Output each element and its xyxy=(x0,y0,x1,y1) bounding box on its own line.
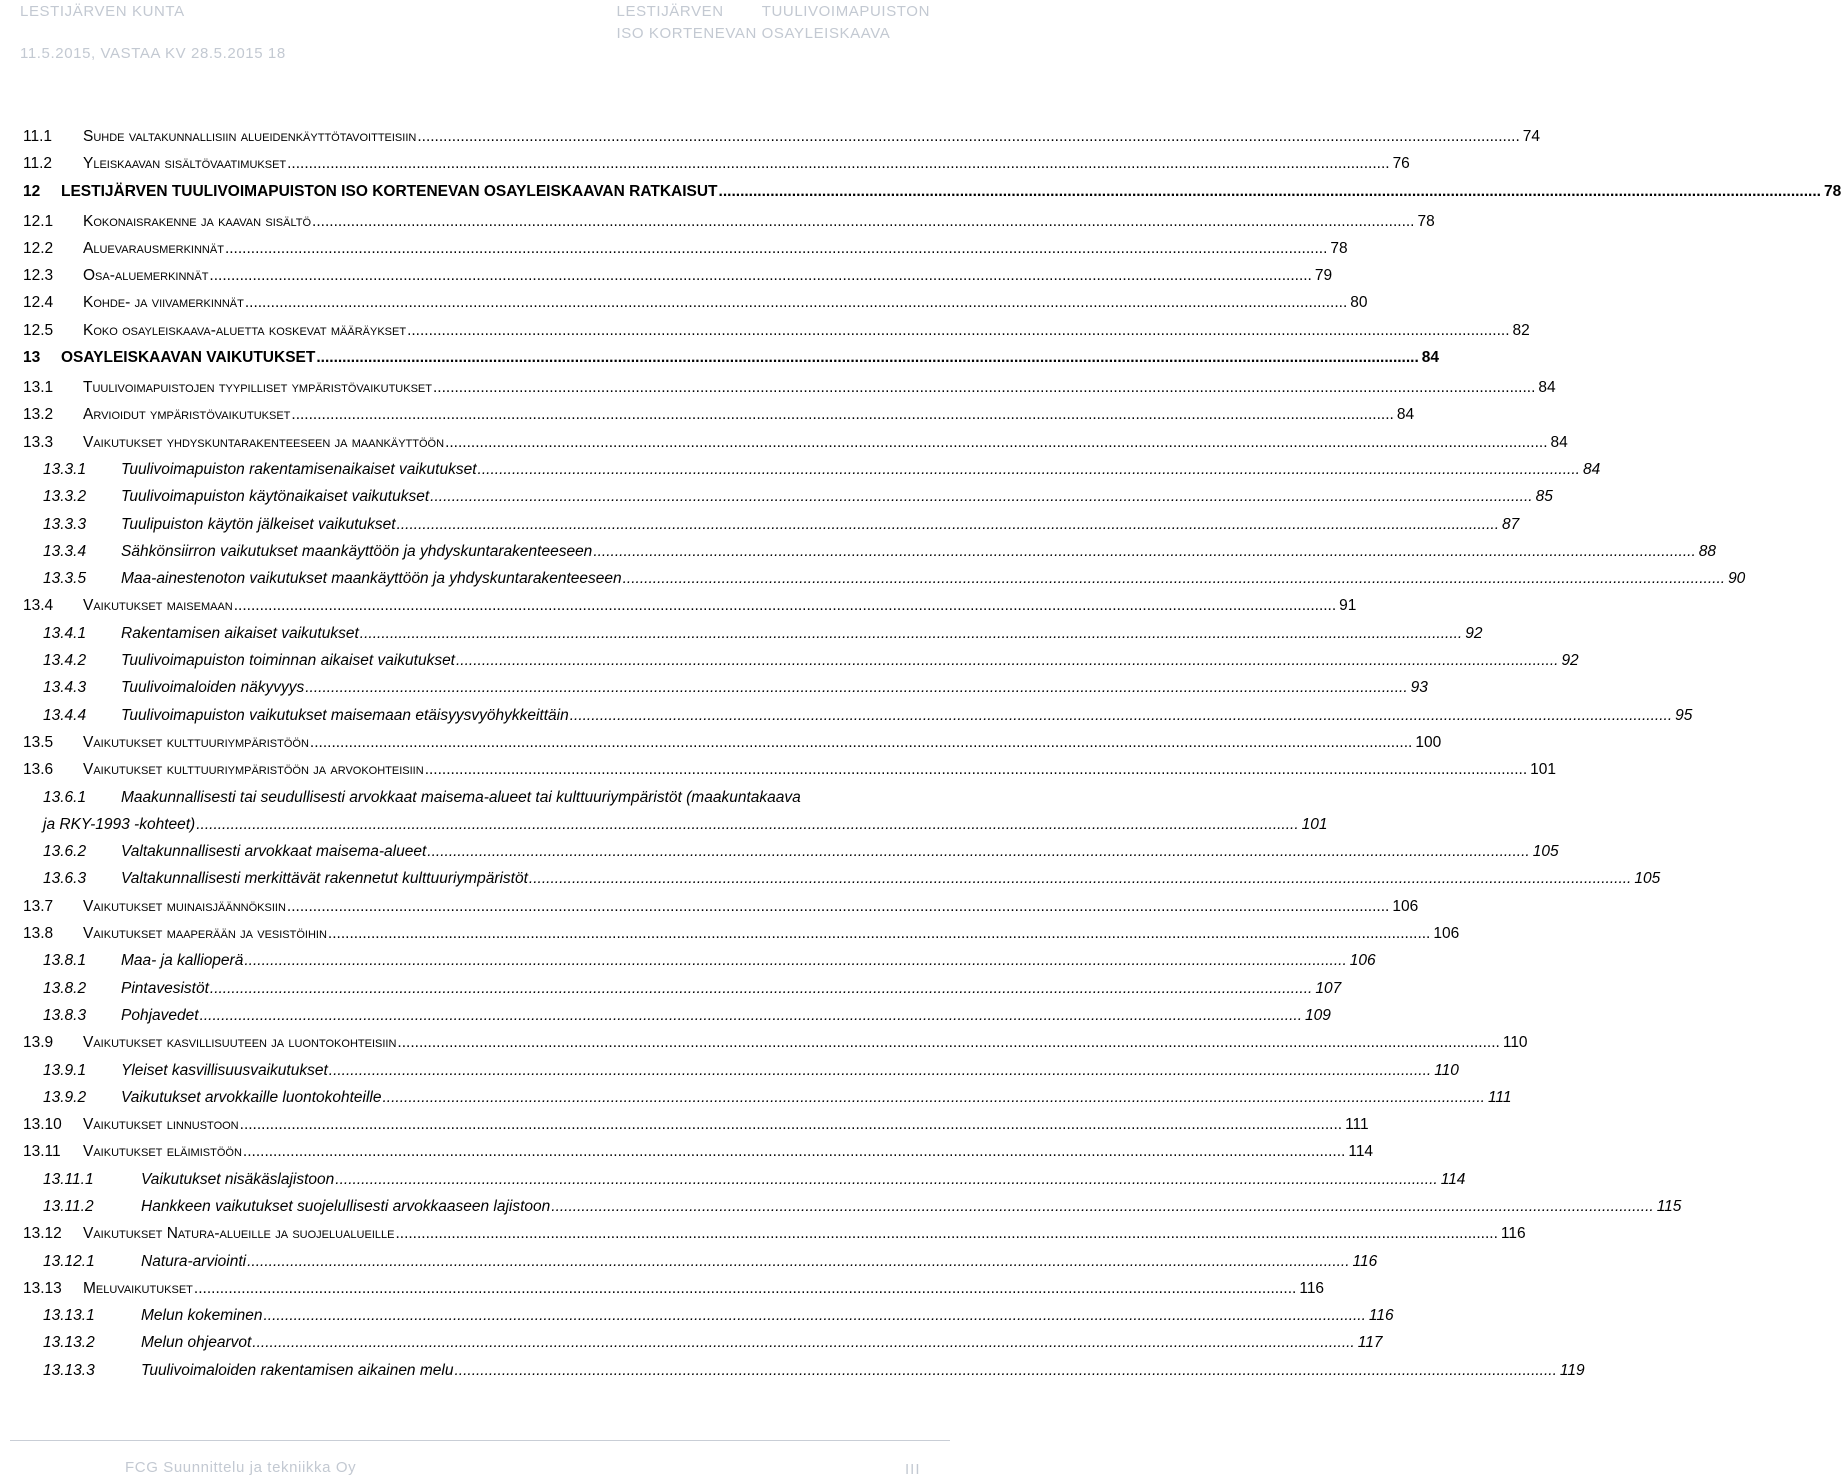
toc-entry[interactable] xyxy=(23,294,1368,321)
toc-entry[interactable] xyxy=(23,1170,1466,1198)
toc-leader-dots xyxy=(433,379,1535,397)
toc-entry-title: Meluvaikutukset xyxy=(83,1279,193,1297)
toc-entry-number: 12.1 xyxy=(23,212,54,230)
toc-entry-page: 101 xyxy=(1530,761,1556,779)
toc-entry[interactable] xyxy=(23,1143,1374,1170)
toc-leader-dots xyxy=(245,294,1347,312)
toc-leader-dots xyxy=(623,570,1725,588)
toc-leader-dots xyxy=(445,434,1547,452)
footer-divider xyxy=(10,1440,950,1441)
toc-entry[interactable] xyxy=(23,925,1460,952)
toc-entry-page: 101 xyxy=(1301,815,1328,833)
toc-entry-title: Tuulivoimaloiden rakentamisen aikainen melu xyxy=(141,1361,454,1379)
toc-entry-page: 109 xyxy=(1305,1006,1331,1024)
toc-entry-number: 13.12.1 xyxy=(43,1252,95,1270)
toc-entry[interactable] xyxy=(23,1225,1526,1252)
toc-entry-number: 13.2 xyxy=(23,406,54,424)
toc-leader-dots xyxy=(209,267,1311,285)
toc-leader-dots xyxy=(305,679,1407,697)
toc-entry[interactable] xyxy=(23,1197,1682,1225)
toc-entry-page: 87 xyxy=(1502,515,1520,533)
toc-entry-number: 13.10 xyxy=(23,1116,62,1134)
toc-leader-dots xyxy=(454,1362,1556,1380)
toc-entry-number: 13.6.1 xyxy=(43,788,87,806)
toc-entry-page: 79 xyxy=(1314,267,1333,285)
toc-entry-page: 111 xyxy=(1487,1088,1512,1106)
toc-leader-dots xyxy=(430,488,1532,506)
toc-entry-title: Vaikutukset muinaisjäännöksiin xyxy=(83,897,286,915)
toc-entry-title: Rakentamisen aikaiset vaikutukset xyxy=(121,624,359,642)
toc-leader-dots xyxy=(397,516,1499,534)
toc-leader-dots xyxy=(593,543,1695,561)
toc-entry[interactable] xyxy=(23,1034,1528,1061)
toc-entry[interactable] xyxy=(23,597,1357,624)
toc-entry-page: 117 xyxy=(1357,1334,1383,1352)
toc-entry-number: 13 xyxy=(23,349,41,367)
header-project-subtitle: ISO KORTENEVAN OSAYLEISKAAVA xyxy=(616,25,891,42)
toc-entry[interactable] xyxy=(23,406,1415,433)
toc-entry[interactable] xyxy=(23,679,1428,706)
toc-entry-page: 91 xyxy=(1339,597,1357,615)
toc-chapter[interactable] xyxy=(23,349,1440,379)
toc-entry-page: 93 xyxy=(1410,679,1428,697)
toc-entry-title: Valtakunnallisesti arvokkaat maisema-alueet xyxy=(121,843,427,861)
toc-entry[interactable] xyxy=(23,460,1601,488)
toc-entry-number: 13.13.2 xyxy=(43,1334,95,1352)
toc-entry-title: Koko osayleiskaava-aluetta koskevat määräykset xyxy=(83,321,407,339)
toc-entry-title: Tuulivoimapuiston käytönaikaiset vaikutukset xyxy=(121,488,430,506)
toc-entry-title: Valtakunnallisesti merkittävät rakennetut kulttuuriympäristöt xyxy=(121,870,528,888)
toc-leader-dots xyxy=(210,980,1312,998)
toc-entry-title: Osa-aluemerkinnät xyxy=(83,267,209,285)
toc-entry[interactable] xyxy=(23,212,1435,240)
toc-leader-dots xyxy=(240,1116,1342,1134)
header-municipality: LESTIJÄRVEN KUNTA xyxy=(20,3,185,20)
toc-entry-number: 13.9.2 xyxy=(43,1088,87,1106)
toc-entry-title: Tuulivoimapuiston vaikutukset maisemaan etäisyysvyöhykkeittäin xyxy=(121,706,569,724)
toc-entry[interactable] xyxy=(23,979,1342,1007)
toc-entry-number: 12.5 xyxy=(23,321,54,339)
toc-entry-page: 80 xyxy=(1350,294,1368,312)
toc-entry-page: 84 xyxy=(1550,433,1568,451)
toc-entry[interactable] xyxy=(23,1307,1394,1334)
toc-leader-dots xyxy=(234,597,1336,615)
toc-entry[interactable] xyxy=(23,515,1520,543)
toc-entry-number: 13.7 xyxy=(23,897,54,915)
toc-entry-continuation[interactable] xyxy=(23,815,1328,843)
header-project xyxy=(617,3,930,47)
toc-entry-number: 13.11.1 xyxy=(43,1170,94,1188)
toc-entry-page: 116 xyxy=(1299,1279,1325,1297)
toc-entry-title: Hankkeen vaikutukset suojelullisesti arvokkaaseen lajistoon xyxy=(141,1197,551,1215)
toc-entry[interactable] xyxy=(23,733,1442,761)
toc-entry-page: 116 xyxy=(1352,1252,1378,1270)
toc-leader-dots xyxy=(360,625,1462,643)
toc-leader-dots xyxy=(456,652,1558,670)
toc-entry-number: 13.3.4 xyxy=(43,542,87,560)
toc-entry-page: 100 xyxy=(1415,733,1442,751)
toc-entry[interactable] xyxy=(23,570,1746,597)
toc-entry-title: Sähkönsiirron vaikutukset maankäyttöön ja yhdyskuntarakenteeseen xyxy=(121,542,593,560)
toc-entry-title: Maa- ja kallioperä xyxy=(121,952,244,970)
toc-entry-number: 13.13.3 xyxy=(43,1361,95,1379)
toc-leader-dots xyxy=(417,128,1519,146)
toc-entry-page: 110 xyxy=(1434,1061,1459,1079)
toc-entry[interactable] xyxy=(23,128,1541,155)
toc-entry-title: Tuulivoimaloiden näkyvyys xyxy=(121,679,305,697)
toc-entry-title: Tuulivoimapuiston toiminnan aikaiset vaikutukset xyxy=(121,652,455,670)
toc-entry-number: 12.2 xyxy=(23,239,54,257)
toc-entry-page: 105 xyxy=(1634,870,1661,888)
toc-entry-page: 78 xyxy=(1417,212,1435,230)
toc-entry-title: Maa-ainestenoton vaikutukset maankäyttöön ja yhdyskuntarakenteeseen xyxy=(121,570,622,588)
toc-entry[interactable] xyxy=(23,652,1579,679)
toc-entry[interactable] xyxy=(23,1279,1325,1307)
toc-leader-dots xyxy=(425,761,1527,779)
toc-entry-number: 13.3.1 xyxy=(43,460,87,478)
toc-entry-number: 13.12 xyxy=(23,1225,62,1243)
toc-leader-dots xyxy=(316,349,1418,367)
toc-entry-number: 13.8.2 xyxy=(43,979,87,997)
toc-entry-page: 84 xyxy=(1421,349,1440,367)
toc-entry-number: 13.4.4 xyxy=(43,706,87,724)
footer-page-number: III xyxy=(905,1461,921,1478)
header-project-part1: LESTIJÄRVEN xyxy=(616,3,724,20)
toc-chapter[interactable] xyxy=(23,182,1841,213)
toc-entry-number: 13.4.1 xyxy=(43,624,87,642)
toc-entry-page: 107 xyxy=(1315,979,1342,997)
toc-entry-page: 92 xyxy=(1465,624,1483,642)
toc-leader-dots xyxy=(312,213,1414,231)
toc-leader-dots xyxy=(551,1198,1653,1216)
toc-entry[interactable] xyxy=(23,488,1553,515)
toc-entry[interactable] xyxy=(23,1361,1585,1389)
toc-entry[interactable] xyxy=(23,1116,1369,1143)
toc-entry-number: 13.8.3 xyxy=(43,1006,87,1024)
toc-entry-number: 13.6.2 xyxy=(43,843,87,861)
toc-leader-dots xyxy=(397,1034,1499,1052)
toc-leader-dots xyxy=(263,1307,1365,1325)
toc-entry[interactable] xyxy=(23,433,1568,461)
toc-leader-dots xyxy=(291,406,1393,424)
toc-entry[interactable] xyxy=(23,267,1333,294)
toc-entry-title: Arvioidut ympäristövaikutukset xyxy=(83,406,291,424)
toc-entry[interactable] xyxy=(23,1252,1378,1280)
toc-entry[interactable] xyxy=(23,761,1556,788)
toc-entry-title: Vaikutukset arvokkaille luontokohteille xyxy=(121,1088,382,1106)
toc-entry-number: 13.13 xyxy=(23,1279,62,1297)
toc-leader-dots xyxy=(335,1171,1437,1189)
toc-entry-page: 114 xyxy=(1440,1170,1466,1188)
toc-leader-dots xyxy=(310,734,1412,752)
toc-entry[interactable] xyxy=(23,1006,1331,1034)
toc-entry-title: Tuulivoimapuiston rakentamisenaikaiset vaikutukset xyxy=(121,460,477,478)
toc-entry-page: 119 xyxy=(1559,1361,1585,1379)
toc-entry-page: 82 xyxy=(1512,321,1530,339)
toc-entry[interactable] xyxy=(23,379,1556,406)
toc-entry-title: Vaikutukset kulttuuriympäristöön ja arvokohteisiin xyxy=(83,761,424,779)
toc-entry[interactable] xyxy=(23,321,1530,349)
toc-entry-title: Melun kokeminen xyxy=(141,1307,263,1325)
toc-entry-number: 12.4 xyxy=(23,294,54,312)
toc-entry-number: 12 xyxy=(23,182,41,200)
toc-entry-page: 106 xyxy=(1433,925,1460,943)
toc-entry-title: Vaikutukset maisemaan xyxy=(83,597,233,615)
toc-entry-number: 13.9.1 xyxy=(43,1061,87,1079)
toc-leader-dots xyxy=(427,843,1529,861)
toc-entry-title: Maakunnallisesti tai seudullisesti arvokkaat maisema-alueet tai kulttuuriympäristöt (maakuntakaava xyxy=(121,788,801,806)
toc-entry[interactable] xyxy=(23,1088,1512,1116)
toc-entry-page: 114 xyxy=(1348,1143,1374,1161)
toc-entry-number: 13.3.3 xyxy=(43,515,87,533)
toc-entry-title: Vaikutukset eläimistöön xyxy=(83,1143,242,1161)
toc-leader-dots xyxy=(247,1253,1349,1271)
toc-entry-number: 11.1 xyxy=(23,128,53,145)
toc-entry-title: Vaikutukset Natura-alueille ja suojelualueille xyxy=(83,1225,395,1243)
toc-entry-number: 13.13.1 xyxy=(43,1307,95,1325)
toc-entry-title: Vaikutukset maaperään ja vesistöihin xyxy=(83,925,327,943)
toc-entry[interactable] xyxy=(23,624,1483,652)
toc-leader-dots xyxy=(243,1143,1345,1161)
toc-entry-number: 13.6.3 xyxy=(43,870,87,888)
toc-entry-title: Yleiskaavan sisältövaatimukset xyxy=(83,155,287,173)
toc-leader-dots xyxy=(194,1280,1296,1298)
toc-entry-title: Yleiset kasvillisuusvaikutukset xyxy=(121,1061,328,1079)
toc-entry-title: Tuulivoimapuistojen tyypilliset ympäristövaikutukset xyxy=(83,379,432,397)
toc-leader-dots xyxy=(570,707,1672,725)
toc-entry-page: 106 xyxy=(1349,952,1376,970)
toc-entry-number: 13.4 xyxy=(23,597,54,615)
toc-entry[interactable] xyxy=(23,706,1693,734)
toc-leader-dots xyxy=(719,183,1821,201)
toc-entry-page: 84 xyxy=(1582,460,1601,478)
toc-leader-dots xyxy=(383,1089,1485,1107)
toc-entry-page: 84 xyxy=(1538,379,1556,397)
toc-entry-page: 74 xyxy=(1522,128,1541,145)
toc-entry-number: 12.3 xyxy=(23,267,54,285)
toc-entry-page: 76 xyxy=(1392,155,1410,173)
toc-leader-dots xyxy=(328,925,1430,943)
toc-entry-page: 105 xyxy=(1532,843,1559,861)
toc-entry-number: 13.1 xyxy=(23,379,54,397)
toc-entry-title: Pintavesistöt xyxy=(121,979,209,997)
toc-entry-number: 13.4.3 xyxy=(43,679,87,697)
toc-entry-title: Aluevarausmerkinnät xyxy=(83,239,224,257)
toc-entry-title: OSAYLEISKAAVAN VAIKUTUKSET xyxy=(61,349,316,367)
toc-entry-number: 13.11 xyxy=(23,1143,61,1161)
toc-entry-title: Natura-arviointi xyxy=(141,1252,247,1270)
toc-entry-page: 95 xyxy=(1675,706,1693,724)
toc-entry-number: 11.2 xyxy=(23,155,53,173)
toc-entry-page: 116 xyxy=(1368,1307,1394,1325)
toc-entry-title: Vaikutukset nisäkäslajistoon xyxy=(141,1170,335,1188)
toc-leader-dots xyxy=(225,240,1327,258)
table-of-contents xyxy=(23,128,1841,1389)
toc-entry[interactable] xyxy=(23,1061,1459,1089)
toc-entry-page: 92 xyxy=(1561,652,1579,670)
toc-entry-page: 111 xyxy=(1345,1116,1369,1134)
footer-company: FCG Suunnittelu ja tekniikka Oy xyxy=(125,1459,357,1476)
toc-entry-title: Kohde- ja viivamerkinnät xyxy=(83,294,244,312)
toc-entry-page: 85 xyxy=(1535,488,1553,506)
toc-entry-page: 90 xyxy=(1728,570,1746,588)
toc-entry-title: Vaikutukset yhdyskuntarakenteeseen ja maankäyttöön xyxy=(83,433,445,451)
toc-leader-dots xyxy=(478,461,1580,479)
toc-entry-title: Suhde valtakunnallisiin alueidenkäyttötavoitteisiin xyxy=(83,128,417,145)
toc-entry-title: Kokonaisrakenne ja kaavan sisältö xyxy=(83,212,312,230)
toc-entry[interactable] xyxy=(23,1334,1383,1361)
toc-leader-dots xyxy=(329,1062,1431,1080)
header-project-part2: TUULIVOIMAPUISTON xyxy=(761,3,930,20)
toc-entry[interactable] xyxy=(23,843,1559,870)
toc-entry-number: 13.8.1 xyxy=(43,952,87,970)
header-date: 11.5.2015, VASTAA KV 28.5.2015 18 xyxy=(20,45,286,62)
toc-leader-dots xyxy=(244,952,1346,970)
toc-entry-number: 13.5 xyxy=(23,733,54,751)
toc-entry[interactable] xyxy=(23,870,1661,897)
toc-entry-title: Vaikutukset kasvillisuuteen ja luontokohteisiin xyxy=(83,1034,397,1052)
toc-entry-number: 13.4.2 xyxy=(43,652,87,670)
toc-entry-page: 116 xyxy=(1500,1225,1526,1243)
toc-entry[interactable] xyxy=(23,897,1419,925)
toc-entry-number: 13.6 xyxy=(23,761,54,779)
toc-entry-number: 13.3.2 xyxy=(43,488,87,506)
toc-leader-dots xyxy=(200,1007,1302,1025)
toc-entry-title: Melun ohjearvot xyxy=(141,1334,252,1352)
toc-leader-dots xyxy=(395,1225,1497,1243)
toc-leader-dots xyxy=(529,870,1631,888)
toc-entry-title: Vaikutukset linnustoon xyxy=(83,1116,239,1134)
toc-leader-dots xyxy=(407,322,1509,340)
toc-entry[interactable] xyxy=(23,542,1716,570)
toc-entry[interactable] xyxy=(23,952,1376,979)
toc-entry-title: Vaikutukset kulttuuriympäristöön xyxy=(83,733,309,751)
toc-leader-dots xyxy=(252,1334,1354,1352)
toc-entry-page: 78 xyxy=(1330,239,1348,257)
toc-entry-number: 13.8 xyxy=(23,925,54,943)
toc-entry-page: 106 xyxy=(1392,897,1419,915)
toc-leader-dots xyxy=(196,816,1298,834)
toc-entry-page: 115 xyxy=(1656,1197,1682,1215)
toc-leader-dots xyxy=(287,155,1389,173)
toc-entry[interactable] xyxy=(23,155,1410,182)
toc-entry-page: 88 xyxy=(1698,542,1716,560)
toc-entry-page: 78 xyxy=(1823,182,1841,200)
toc-entry-title: Pohjavedet xyxy=(121,1006,199,1024)
toc-entry-title-continued: ja RKY-1993 -kohteet) xyxy=(43,815,196,833)
toc-entry[interactable] xyxy=(23,239,1348,267)
toc-entry-number: 13.11.2 xyxy=(43,1197,94,1215)
toc-leader-dots xyxy=(287,898,1389,916)
toc-entry-title: Tuulipuiston käytön jälkeiset vaikutukset xyxy=(121,515,396,533)
toc-entry[interactable] xyxy=(23,789,926,816)
toc-entry-page: 110 xyxy=(1502,1034,1528,1052)
toc-entry-page: 84 xyxy=(1396,406,1415,424)
toc-entry-title: LESTIJÄRVEN TUULIVOIMAPUISTON ISO KORTENEVAN OSAYLEISKAAVAN RATKAISUT xyxy=(61,182,718,200)
toc-entry-number: 13.3.5 xyxy=(43,570,87,588)
toc-entry-number: 13.3 xyxy=(23,433,54,451)
toc-entry-number: 13.9 xyxy=(23,1034,54,1052)
